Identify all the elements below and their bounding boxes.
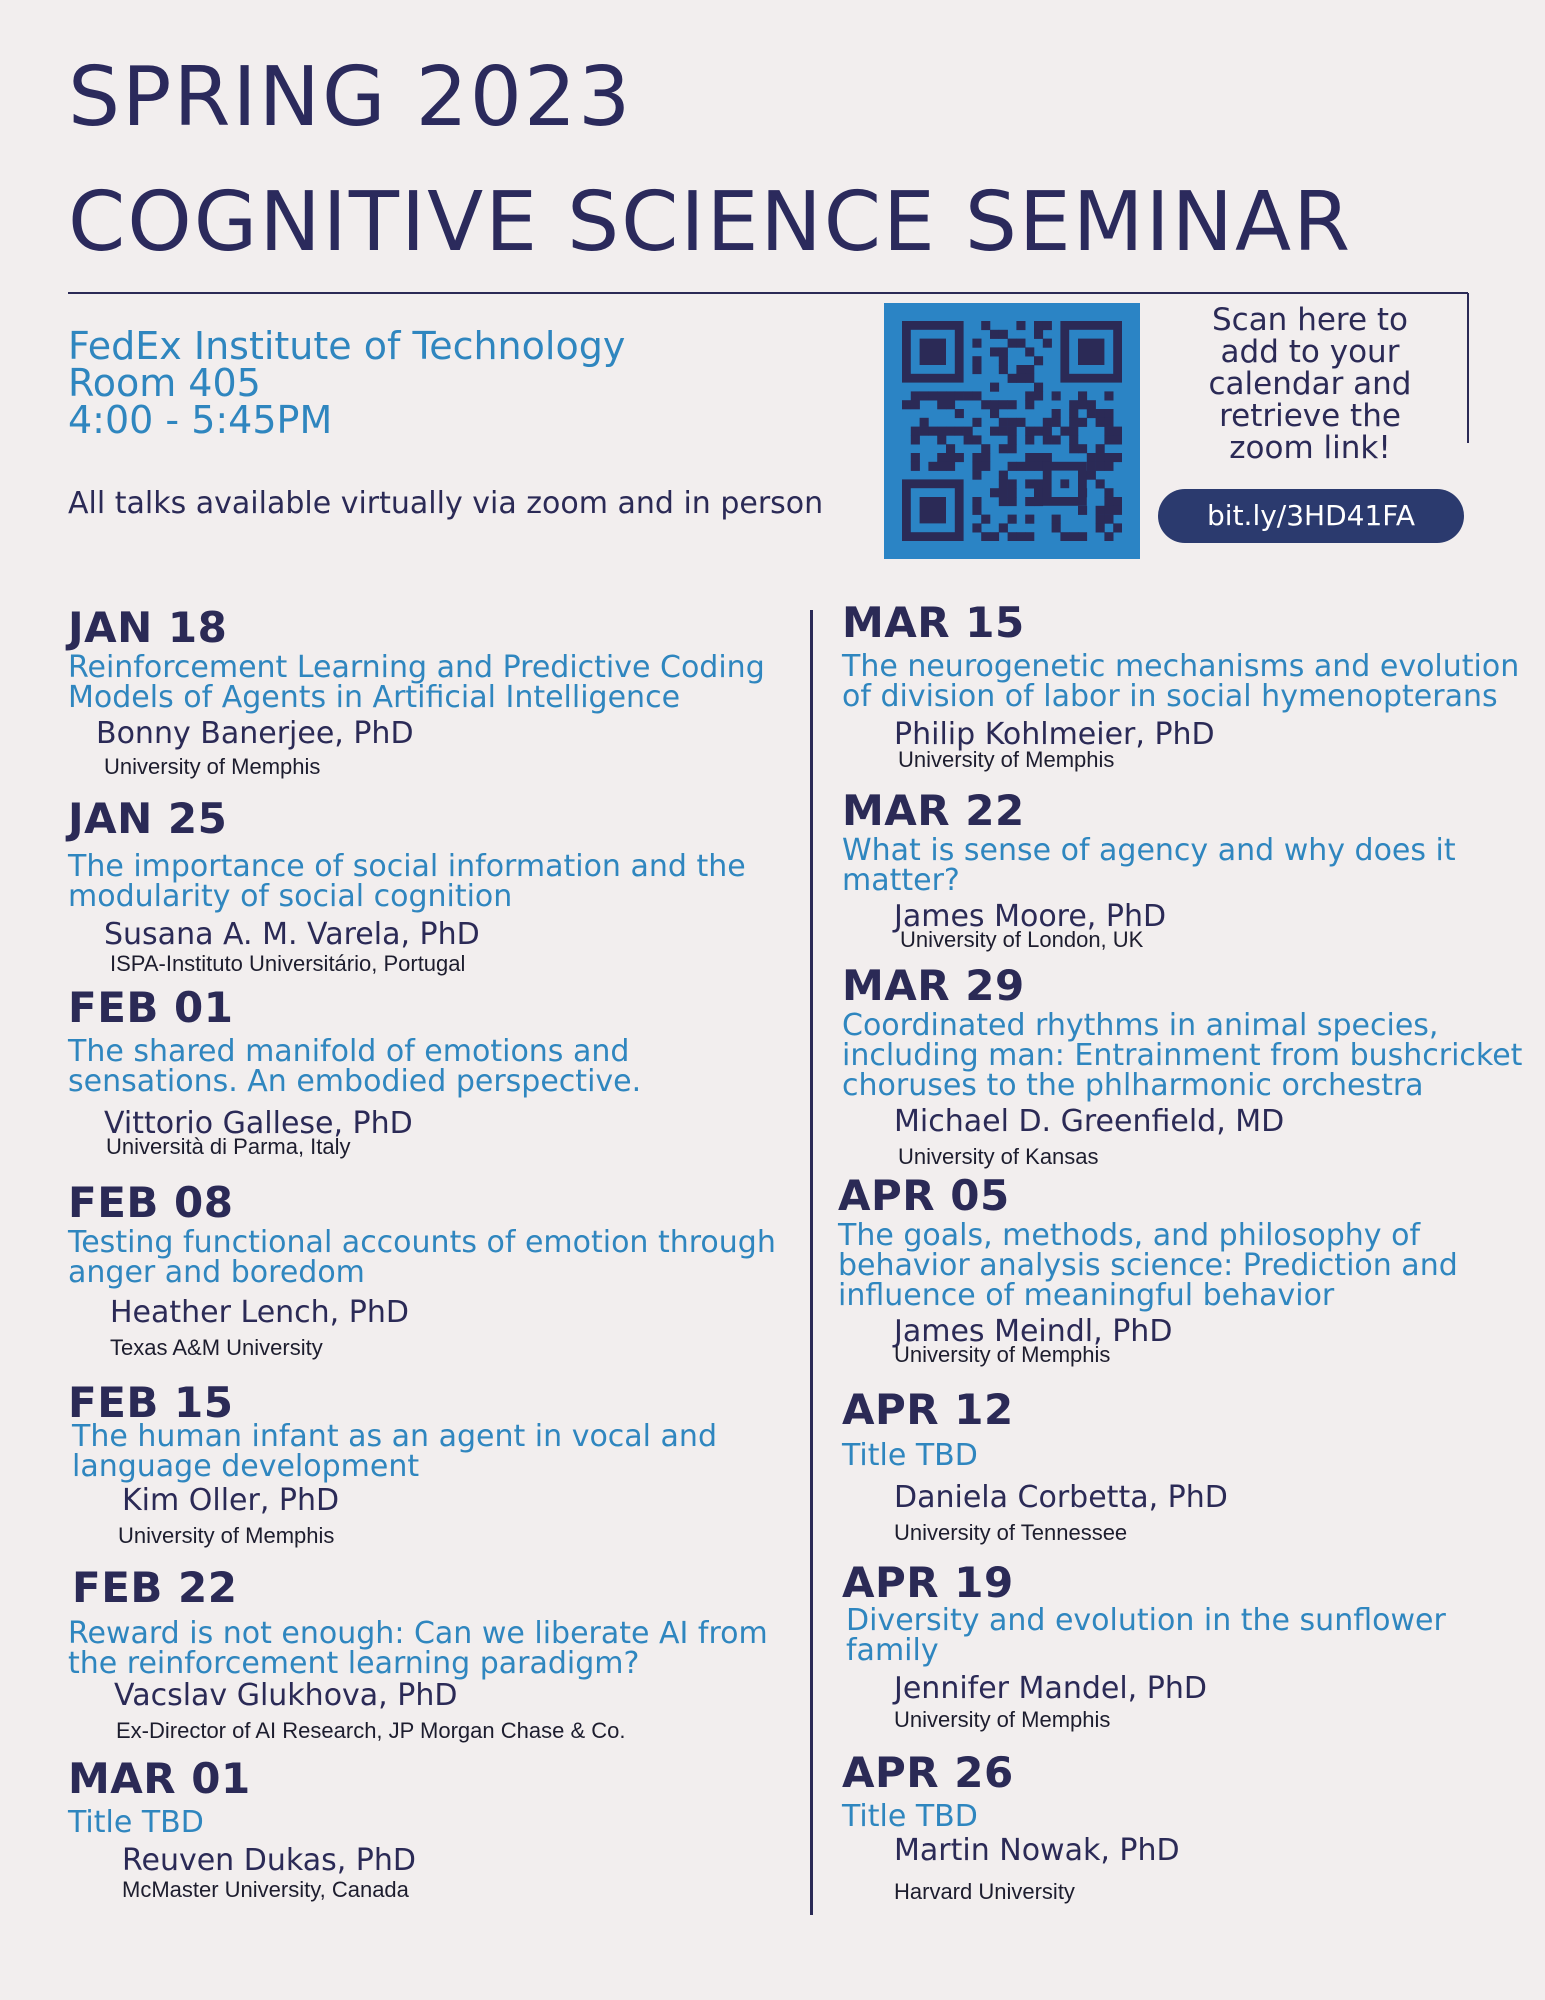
event-speaker: Martin Nowak, PhD: [894, 1833, 1180, 1868]
event-title: The goals, methods, and philosophy of behavior analysis science: Prediction and influence of meaningful behavior: [838, 1218, 1458, 1313]
event-affiliation: University of Memphis: [104, 754, 321, 779]
event-speaker: Philip Kohlmeier, PhD: [894, 717, 1215, 752]
event-affiliation: University of Kansas: [898, 1144, 1099, 1169]
event-affiliation: Università di Parma, Italy: [106, 1134, 351, 1159]
scan-line: zoom link!: [1229, 430, 1391, 466]
event-date: JAN 25: [68, 794, 228, 843]
event-feb-22: [68, 1565, 808, 1743]
event-title: Coordinated rhythms in animal species, including man: Entrainment from bushcricket choruses to the phlharmonic orchestra: [842, 1008, 1523, 1103]
event-speaker: Kim Oller, PhD: [122, 1483, 340, 1518]
event-title: The shared manifold of emotions and sensations. An embodied perspective.: [68, 1034, 642, 1099]
event-speaker: Vittorio Gallese, PhD: [104, 1106, 413, 1141]
event-title: Reinforcement Learning and Predictive Coding Models of Agents in Artificial Intelligence: [68, 650, 765, 715]
column-divider: [810, 610, 813, 1915]
event-title: The human infant as an agent in vocal and language development: [72, 1419, 717, 1484]
header-divider: [68, 292, 1468, 294]
event-mar-22: [842, 788, 1532, 952]
event-apr-12: [842, 1387, 1532, 1545]
event-feb-15: [68, 1380, 808, 1548]
event-title: Diversity and evolution in the sunflower family: [846, 1603, 1446, 1668]
event-title: Title TBD: [842, 1799, 978, 1834]
event-date: APR 26: [842, 1748, 1014, 1797]
event-affiliation: McMaster University, Canada: [122, 1877, 409, 1902]
event-title: The importance of social information and the modularity of social cognition: [68, 849, 746, 914]
venue-time: 4:00 - 5:45PM: [68, 398, 333, 442]
event-date: MAR 29: [842, 961, 1025, 1010]
event-affiliation: University of Memphis: [898, 747, 1115, 772]
event-mar-01: [68, 1756, 808, 1902]
event-date: FEB 01: [68, 983, 234, 1032]
event-speaker: Reuven Dukas, PhD: [122, 1843, 416, 1878]
event-affiliation: Harvard University: [894, 1879, 1075, 1904]
event-title: Title TBD: [842, 1438, 978, 1473]
scan-line: retrieve the: [1219, 398, 1401, 434]
event-apr-19: [842, 1560, 1532, 1732]
event-date: MAR 15: [842, 598, 1025, 647]
event-apr-26: [842, 1750, 1532, 1904]
venue-building: FedEx Institute of Technology: [68, 324, 626, 368]
event-date: FEB 08: [68, 1178, 234, 1227]
event-speaker: Jennifer Mandel, PhD: [894, 1671, 1207, 1706]
event-affiliation: Texas A&M University: [110, 1335, 323, 1360]
event-date: APR 05: [838, 1171, 1010, 1220]
event-date: MAR 01: [68, 1754, 251, 1803]
title-line-2: COGNITIVE SCIENCE SEMINAR: [68, 175, 1353, 270]
title-line-1: SPRING 2023: [68, 50, 633, 145]
event-apr-05: [838, 1173, 1538, 1367]
event-date: APR 19: [842, 1558, 1014, 1607]
event-affiliation: Ex-Director of AI Research, JP Morgan Chase & Co.: [116, 1718, 626, 1743]
scan-line: Scan here to: [1211, 302, 1409, 338]
event-date: FEB 15: [68, 1378, 234, 1427]
venue-block: [68, 324, 626, 442]
event-affiliation: University of London, UK: [900, 927, 1144, 952]
event-speaker: Daniela Corbetta, PhD: [894, 1480, 1228, 1515]
event-title: Reward is not enough: Can we liberate AI from the reinforcement learning paradigm?: [68, 1616, 768, 1681]
event-speaker: Bonny Banerjee, PhD: [96, 716, 414, 751]
event-jan-18: [68, 605, 808, 779]
event-title: The neurogenetic mechanisms and evolution of division of labor in social hymenopterans: [842, 649, 1520, 714]
event-title: Title TBD: [68, 1805, 204, 1840]
event-mar-29: [842, 963, 1542, 1169]
event-date: JAN 18: [68, 603, 228, 652]
event-date: FEB 22: [72, 1563, 238, 1612]
event-affiliation: University of Memphis: [894, 1707, 1111, 1732]
header-side-divider: [1467, 293, 1469, 443]
event-date: MAR 22: [842, 786, 1025, 835]
event-jan-25: [68, 796, 808, 976]
event-affiliation: ISPA-Instituto Universitário, Portugal: [110, 951, 466, 976]
event-date: APR 12: [842, 1385, 1014, 1434]
event-speaker: James Moore, PhD: [894, 899, 1167, 934]
event-affiliation: University of Memphis: [894, 1342, 1111, 1367]
virtual-note: All talks available virtually via zoom and in person: [68, 486, 824, 521]
event-speaker: James Meindl, PhD: [894, 1314, 1173, 1349]
event-affiliation: University of Tennessee: [894, 1520, 1128, 1545]
qr-code[interactable]: [884, 303, 1140, 559]
event-speaker: Heather Lench, PhD: [110, 1295, 409, 1330]
event-mar-15: [842, 600, 1532, 772]
qr-code-icon: [902, 321, 1122, 541]
short-link-button[interactable]: bit.ly/3HD41FA: [1158, 489, 1464, 543]
event-feb-01: [68, 985, 808, 1159]
event-speaker: Michael D. Greenfield, MD: [894, 1104, 1285, 1139]
event-affiliation: University of Memphis: [118, 1523, 335, 1548]
event-feb-08: [68, 1180, 808, 1360]
venue-room: Room 405: [68, 361, 261, 405]
event-speaker: Vacslav Glukhova, PhD: [114, 1678, 458, 1713]
scan-line: calendar and: [1208, 366, 1412, 402]
event-title: Testing functional accounts of emotion through anger and boredom: [68, 1225, 776, 1290]
scan-line: add to your: [1220, 334, 1400, 370]
event-title: What is sense of agency and why does it matter?: [842, 833, 1456, 898]
event-speaker: Susana A. M. Varela, PhD: [104, 917, 480, 952]
scan-instructions: [1170, 304, 1450, 464]
